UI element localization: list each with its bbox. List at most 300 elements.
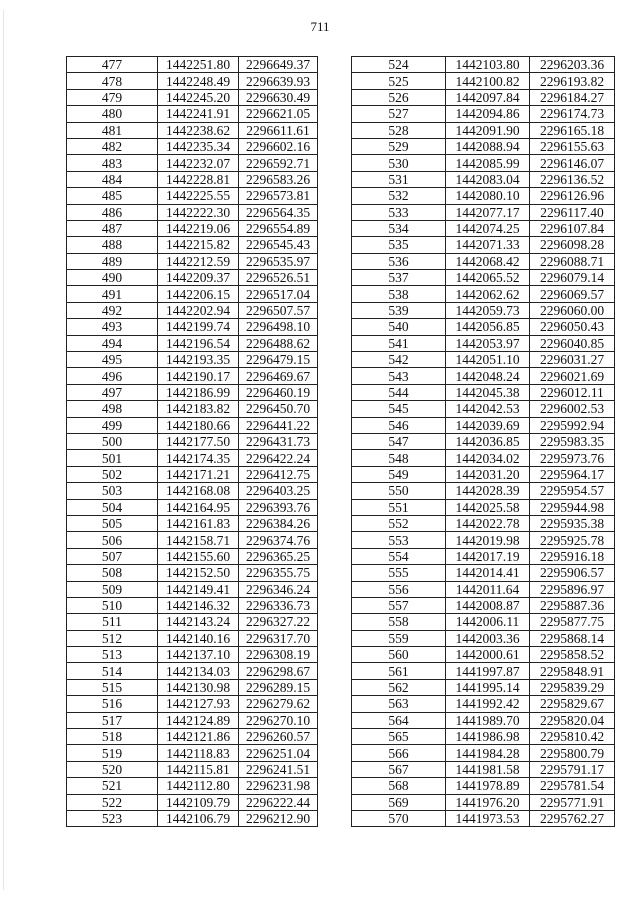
x-coordinate-cell: 1442209.37 — [158, 270, 239, 286]
x-coordinate-cell: 1442161.83 — [158, 515, 239, 531]
point-number-cell: 522 — [67, 794, 158, 810]
point-number-cell: 557 — [352, 597, 446, 613]
y-coordinate-cell: 2296554.89 — [239, 220, 318, 236]
table-row — [352, 483, 615, 499]
x-coordinate-cell: 1441973.53 — [446, 810, 530, 826]
table-row — [352, 679, 615, 695]
point-number-cell: 513 — [67, 647, 158, 663]
x-coordinate-cell: 1441989.70 — [446, 712, 530, 728]
x-coordinate-cell: 1442177.50 — [158, 433, 239, 449]
x-coordinate-cell: 1442112.80 — [158, 778, 239, 794]
x-coordinate-cell: 1442143.24 — [158, 614, 239, 630]
x-coordinate-cell: 1441976.20 — [446, 794, 530, 810]
table-row — [67, 663, 318, 679]
x-coordinate-cell: 1442025.58 — [446, 499, 530, 515]
point-number-cell: 570 — [352, 810, 446, 826]
point-number-cell: 550 — [352, 483, 446, 499]
table-row — [352, 597, 615, 613]
table-row — [67, 433, 318, 449]
x-coordinate-cell: 1442146.32 — [158, 597, 239, 613]
table-row — [67, 122, 318, 138]
table-row — [352, 810, 615, 826]
point-number-cell: 482 — [67, 138, 158, 154]
x-coordinate-cell: 1442212.59 — [158, 253, 239, 269]
y-coordinate-cell: 2296317.70 — [239, 630, 318, 646]
point-number-cell: 556 — [352, 581, 446, 597]
point-number-cell: 562 — [352, 679, 446, 695]
y-coordinate-cell: 2296002.53 — [530, 401, 615, 417]
table-row — [352, 794, 615, 810]
table-row — [352, 253, 615, 269]
y-coordinate-cell: 2296365.25 — [239, 548, 318, 564]
y-coordinate-cell: 2296270.10 — [239, 712, 318, 728]
table-row — [67, 286, 318, 302]
x-coordinate-cell: 1442130.98 — [158, 679, 239, 695]
y-coordinate-cell: 2296021.69 — [530, 368, 615, 384]
point-number-cell: 512 — [67, 630, 158, 646]
table-row — [352, 270, 615, 286]
table-row — [67, 57, 318, 73]
point-number-cell: 551 — [352, 499, 446, 515]
x-coordinate-cell: 1442124.89 — [158, 712, 239, 728]
y-coordinate-cell: 2296498.10 — [239, 319, 318, 335]
x-coordinate-cell: 1442235.34 — [158, 138, 239, 154]
x-coordinate-cell: 1442039.69 — [446, 417, 530, 433]
point-number-cell: 485 — [67, 188, 158, 204]
x-coordinate-cell: 1441986.98 — [446, 729, 530, 745]
point-number-cell: 508 — [67, 565, 158, 581]
point-number-cell: 529 — [352, 138, 446, 154]
point-number-cell: 561 — [352, 663, 446, 679]
y-coordinate-cell: 2296336.73 — [239, 597, 318, 613]
table-row — [67, 204, 318, 220]
table-row — [67, 237, 318, 253]
table-row — [352, 106, 615, 122]
x-coordinate-cell: 1442232.07 — [158, 155, 239, 171]
x-coordinate-cell: 1442149.41 — [158, 581, 239, 597]
x-coordinate-cell: 1442245.20 — [158, 89, 239, 105]
x-coordinate-cell: 1442251.80 — [158, 57, 239, 73]
table-row — [352, 565, 615, 581]
y-coordinate-cell: 2295829.67 — [530, 696, 615, 712]
x-coordinate-cell: 1442085.99 — [446, 155, 530, 171]
y-coordinate-cell: 2296403.25 — [239, 483, 318, 499]
point-number-cell: 501 — [67, 450, 158, 466]
y-coordinate-cell: 2296374.76 — [239, 532, 318, 548]
x-coordinate-cell: 1442186.99 — [158, 384, 239, 400]
point-number-cell: 545 — [352, 401, 446, 417]
x-coordinate-cell: 1441992.42 — [446, 696, 530, 712]
y-coordinate-cell: 2295781.54 — [530, 778, 615, 794]
x-coordinate-cell: 1441978.89 — [446, 778, 530, 794]
point-number-cell: 507 — [67, 548, 158, 564]
point-number-cell: 500 — [67, 433, 158, 449]
y-coordinate-cell: 2296040.85 — [530, 335, 615, 351]
y-coordinate-cell: 2296251.04 — [239, 745, 318, 761]
y-coordinate-cell: 2296488.62 — [239, 335, 318, 351]
point-number-cell: 509 — [67, 581, 158, 597]
table-row — [67, 810, 318, 826]
x-coordinate-cell: 1442225.55 — [158, 188, 239, 204]
point-number-cell: 527 — [352, 106, 446, 122]
x-coordinate-cell: 1442028.39 — [446, 483, 530, 499]
x-coordinate-cell: 1442008.87 — [446, 597, 530, 613]
table-row — [67, 696, 318, 712]
y-coordinate-cell: 2296460.19 — [239, 384, 318, 400]
y-coordinate-cell: 2295791.17 — [530, 761, 615, 777]
y-coordinate-cell: 2296107.84 — [530, 220, 615, 236]
x-coordinate-cell: 1442003.36 — [446, 630, 530, 646]
table-row — [67, 270, 318, 286]
y-coordinate-cell: 2296279.62 — [239, 696, 318, 712]
y-coordinate-cell: 2295848.91 — [530, 663, 615, 679]
table-row — [67, 155, 318, 171]
x-coordinate-cell: 1442174.35 — [158, 450, 239, 466]
x-coordinate-cell: 1442134.03 — [158, 663, 239, 679]
y-coordinate-cell: 2296649.37 — [239, 57, 318, 73]
point-number-cell: 544 — [352, 384, 446, 400]
point-number-cell: 546 — [352, 417, 446, 433]
table-row — [67, 548, 318, 564]
x-coordinate-cell: 1442091.90 — [446, 122, 530, 138]
y-coordinate-cell: 2295935.38 — [530, 515, 615, 531]
table-row — [67, 581, 318, 597]
table-row — [352, 515, 615, 531]
point-number-cell: 496 — [67, 368, 158, 384]
table-row — [67, 450, 318, 466]
coordinate-table-right — [351, 56, 615, 827]
point-number-cell: 567 — [352, 761, 446, 777]
y-coordinate-cell: 2296184.27 — [530, 89, 615, 105]
x-coordinate-cell: 1442097.84 — [446, 89, 530, 105]
point-number-cell: 554 — [352, 548, 446, 564]
point-number-cell: 505 — [67, 515, 158, 531]
point-number-cell: 516 — [67, 696, 158, 712]
point-number-cell: 541 — [352, 335, 446, 351]
y-coordinate-cell: 2295906.57 — [530, 565, 615, 581]
x-coordinate-cell: 1442137.10 — [158, 647, 239, 663]
point-number-cell: 559 — [352, 630, 446, 646]
point-number-cell: 519 — [67, 745, 158, 761]
x-coordinate-cell: 1442215.82 — [158, 237, 239, 253]
table-row — [352, 663, 615, 679]
y-coordinate-cell: 2296098.28 — [530, 237, 615, 253]
x-coordinate-cell: 1441995.14 — [446, 679, 530, 695]
table-row — [352, 532, 615, 548]
x-coordinate-cell: 1442059.73 — [446, 302, 530, 318]
y-coordinate-cell: 2296031.27 — [530, 352, 615, 368]
y-coordinate-cell: 2296298.67 — [239, 663, 318, 679]
x-coordinate-cell: 1442238.62 — [158, 122, 239, 138]
table-row — [352, 57, 615, 73]
y-coordinate-cell: 2296069.57 — [530, 286, 615, 302]
point-number-cell: 481 — [67, 122, 158, 138]
table-row — [67, 515, 318, 531]
table-row — [67, 106, 318, 122]
table-row — [352, 761, 615, 777]
point-number-cell: 495 — [67, 352, 158, 368]
table-row — [352, 368, 615, 384]
y-coordinate-cell: 2296136.52 — [530, 171, 615, 187]
point-number-cell: 479 — [67, 89, 158, 105]
table-row — [352, 384, 615, 400]
table-row — [352, 417, 615, 433]
point-number-cell: 499 — [67, 417, 158, 433]
point-number-cell: 490 — [67, 270, 158, 286]
y-coordinate-cell: 2296308.19 — [239, 647, 318, 663]
y-coordinate-cell: 2295771.91 — [530, 794, 615, 810]
y-coordinate-cell: 2296602.16 — [239, 138, 318, 154]
x-coordinate-cell: 1442118.83 — [158, 745, 239, 761]
point-number-cell: 533 — [352, 204, 446, 220]
x-coordinate-cell: 1442152.50 — [158, 565, 239, 581]
y-coordinate-cell: 2296050.43 — [530, 319, 615, 335]
y-coordinate-cell: 2296088.71 — [530, 253, 615, 269]
y-coordinate-cell: 2295762.27 — [530, 810, 615, 826]
x-coordinate-cell: 1442228.81 — [158, 171, 239, 187]
point-number-cell: 569 — [352, 794, 446, 810]
x-coordinate-cell: 1442022.78 — [446, 515, 530, 531]
y-coordinate-cell: 2296079.14 — [530, 270, 615, 286]
y-coordinate-cell: 2296507.57 — [239, 302, 318, 318]
point-number-cell: 494 — [67, 335, 158, 351]
x-coordinate-cell: 1442011.64 — [446, 581, 530, 597]
table-row — [67, 597, 318, 613]
x-coordinate-cell: 1442006.11 — [446, 614, 530, 630]
y-coordinate-cell: 2296174.73 — [530, 106, 615, 122]
table-row — [352, 122, 615, 138]
point-number-cell: 542 — [352, 352, 446, 368]
y-coordinate-cell: 2295877.75 — [530, 614, 615, 630]
y-coordinate-cell: 2295916.18 — [530, 548, 615, 564]
x-coordinate-cell: 1442164.95 — [158, 499, 239, 515]
point-number-cell: 491 — [67, 286, 158, 302]
y-coordinate-cell: 2296611.61 — [239, 122, 318, 138]
point-number-cell: 524 — [352, 57, 446, 73]
point-number-cell: 489 — [67, 253, 158, 269]
y-coordinate-cell: 2296621.05 — [239, 106, 318, 122]
y-coordinate-cell: 2295887.36 — [530, 597, 615, 613]
x-coordinate-cell: 1442083.04 — [446, 171, 530, 187]
x-coordinate-cell: 1442019.98 — [446, 532, 530, 548]
x-coordinate-cell: 1442034.02 — [446, 450, 530, 466]
y-coordinate-cell: 2295925.78 — [530, 532, 615, 548]
point-number-cell: 530 — [352, 155, 446, 171]
table-row — [67, 630, 318, 646]
page-number: 711 — [310, 19, 330, 34]
table-row — [67, 253, 318, 269]
x-coordinate-cell: 1442222.30 — [158, 204, 239, 220]
table-row — [352, 466, 615, 482]
point-number-cell: 487 — [67, 220, 158, 236]
y-coordinate-cell: 2296289.15 — [239, 679, 318, 695]
table-row — [352, 647, 615, 663]
point-number-cell: 478 — [67, 73, 158, 89]
y-coordinate-cell: 2296012.11 — [530, 384, 615, 400]
y-coordinate-cell: 2296573.81 — [239, 188, 318, 204]
y-coordinate-cell: 2295944.98 — [530, 499, 615, 515]
table-row — [352, 352, 615, 368]
x-coordinate-cell: 1442100.82 — [446, 73, 530, 89]
y-coordinate-cell: 2296431.73 — [239, 433, 318, 449]
y-coordinate-cell: 2296155.63 — [530, 138, 615, 154]
y-coordinate-cell: 2296193.82 — [530, 73, 615, 89]
point-number-cell: 521 — [67, 778, 158, 794]
point-number-cell: 566 — [352, 745, 446, 761]
point-number-cell: 537 — [352, 270, 446, 286]
table-row — [352, 220, 615, 236]
table-row — [67, 778, 318, 794]
point-number-cell: 560 — [352, 647, 446, 663]
y-coordinate-cell: 2296412.75 — [239, 466, 318, 482]
table-row — [352, 630, 615, 646]
table-row — [352, 188, 615, 204]
x-coordinate-cell: 1442183.82 — [158, 401, 239, 417]
table-row — [67, 368, 318, 384]
point-number-cell: 526 — [352, 89, 446, 105]
point-number-cell: 539 — [352, 302, 446, 318]
table-row — [67, 614, 318, 630]
x-coordinate-cell: 1442000.61 — [446, 647, 530, 663]
x-coordinate-cell: 1442171.21 — [158, 466, 239, 482]
point-number-cell: 523 — [67, 810, 158, 826]
point-number-cell: 534 — [352, 220, 446, 236]
table-row — [352, 548, 615, 564]
y-coordinate-cell: 2296564.35 — [239, 204, 318, 220]
table-row — [67, 138, 318, 154]
y-coordinate-cell: 2296535.97 — [239, 253, 318, 269]
x-coordinate-cell: 1442199.74 — [158, 319, 239, 335]
coordinate-table-left — [66, 56, 318, 827]
x-coordinate-cell: 1442109.79 — [158, 794, 239, 810]
y-coordinate-cell: 2295992.94 — [530, 417, 615, 433]
point-number-cell: 543 — [352, 368, 446, 384]
table-row — [67, 302, 318, 318]
x-coordinate-cell: 1442103.80 — [446, 57, 530, 73]
x-coordinate-cell: 1442045.38 — [446, 384, 530, 400]
table-row — [67, 73, 318, 89]
point-number-cell: 531 — [352, 171, 446, 187]
x-coordinate-cell: 1442248.49 — [158, 73, 239, 89]
table-row — [67, 745, 318, 761]
x-coordinate-cell: 1442062.62 — [446, 286, 530, 302]
scan-edge-line — [3, 10, 4, 890]
x-coordinate-cell: 1442051.10 — [446, 352, 530, 368]
x-coordinate-cell: 1442088.94 — [446, 138, 530, 154]
point-number-cell: 492 — [67, 302, 158, 318]
point-number-cell: 506 — [67, 532, 158, 548]
table-row — [67, 565, 318, 581]
x-coordinate-cell: 1442193.35 — [158, 352, 239, 368]
y-coordinate-cell: 2296630.49 — [239, 89, 318, 105]
point-number-cell: 532 — [352, 188, 446, 204]
table-row — [352, 302, 615, 318]
point-number-cell: 517 — [67, 712, 158, 728]
point-number-cell: 477 — [67, 57, 158, 73]
y-coordinate-cell: 2296450.70 — [239, 401, 318, 417]
x-coordinate-cell: 1442196.54 — [158, 335, 239, 351]
table-row — [67, 220, 318, 236]
table-row — [67, 729, 318, 745]
point-number-cell: 564 — [352, 712, 446, 728]
y-coordinate-cell: 2295964.17 — [530, 466, 615, 482]
table-row — [352, 778, 615, 794]
x-coordinate-cell: 1441981.58 — [446, 761, 530, 777]
table-row — [352, 450, 615, 466]
table-row — [67, 712, 318, 728]
point-number-cell: 486 — [67, 204, 158, 220]
x-coordinate-cell: 1442065.52 — [446, 270, 530, 286]
table-row — [67, 335, 318, 351]
point-number-cell: 548 — [352, 450, 446, 466]
y-coordinate-cell: 2296146.07 — [530, 155, 615, 171]
table-row — [67, 171, 318, 187]
y-coordinate-cell: 2296517.04 — [239, 286, 318, 302]
x-coordinate-cell: 1442127.93 — [158, 696, 239, 712]
table-row — [67, 483, 318, 499]
x-coordinate-cell: 1441984.28 — [446, 745, 530, 761]
y-coordinate-cell: 2296441.22 — [239, 417, 318, 433]
table-row — [352, 745, 615, 761]
y-coordinate-cell: 2296222.44 — [239, 794, 318, 810]
table-row — [352, 499, 615, 515]
x-coordinate-cell: 1442206.15 — [158, 286, 239, 302]
y-coordinate-cell: 2296639.93 — [239, 73, 318, 89]
point-number-cell: 514 — [67, 663, 158, 679]
table-row — [67, 761, 318, 777]
table-row — [352, 319, 615, 335]
y-coordinate-cell: 2296545.43 — [239, 237, 318, 253]
point-number-cell: 504 — [67, 499, 158, 515]
y-coordinate-cell: 2296327.22 — [239, 614, 318, 630]
point-number-cell: 553 — [352, 532, 446, 548]
y-coordinate-cell: 2295839.29 — [530, 679, 615, 695]
point-number-cell: 480 — [67, 106, 158, 122]
table-row — [67, 188, 318, 204]
x-coordinate-cell: 1441997.87 — [446, 663, 530, 679]
point-number-cell: 497 — [67, 384, 158, 400]
y-coordinate-cell: 2296355.75 — [239, 565, 318, 581]
x-coordinate-cell: 1442014.41 — [446, 565, 530, 581]
table-row — [67, 384, 318, 400]
point-number-cell: 498 — [67, 401, 158, 417]
point-number-cell: 511 — [67, 614, 158, 630]
x-coordinate-cell: 1442106.79 — [158, 810, 239, 826]
table-row — [67, 89, 318, 105]
point-number-cell: 503 — [67, 483, 158, 499]
x-coordinate-cell: 1442202.94 — [158, 302, 239, 318]
table-row — [352, 614, 615, 630]
point-number-cell: 488 — [67, 237, 158, 253]
table-row — [352, 286, 615, 302]
table-row — [352, 696, 615, 712]
point-number-cell: 528 — [352, 122, 446, 138]
table-row — [352, 433, 615, 449]
y-coordinate-cell: 2296241.51 — [239, 761, 318, 777]
table-row — [352, 73, 615, 89]
y-coordinate-cell: 2296231.98 — [239, 778, 318, 794]
point-number-cell: 536 — [352, 253, 446, 269]
table-row — [67, 532, 318, 548]
x-coordinate-cell: 1442168.08 — [158, 483, 239, 499]
y-coordinate-cell: 2296260.57 — [239, 729, 318, 745]
y-coordinate-cell: 2296479.15 — [239, 352, 318, 368]
point-number-cell: 552 — [352, 515, 446, 531]
table-row — [352, 335, 615, 351]
table-row — [67, 466, 318, 482]
point-number-cell: 538 — [352, 286, 446, 302]
y-coordinate-cell: 2296212.90 — [239, 810, 318, 826]
